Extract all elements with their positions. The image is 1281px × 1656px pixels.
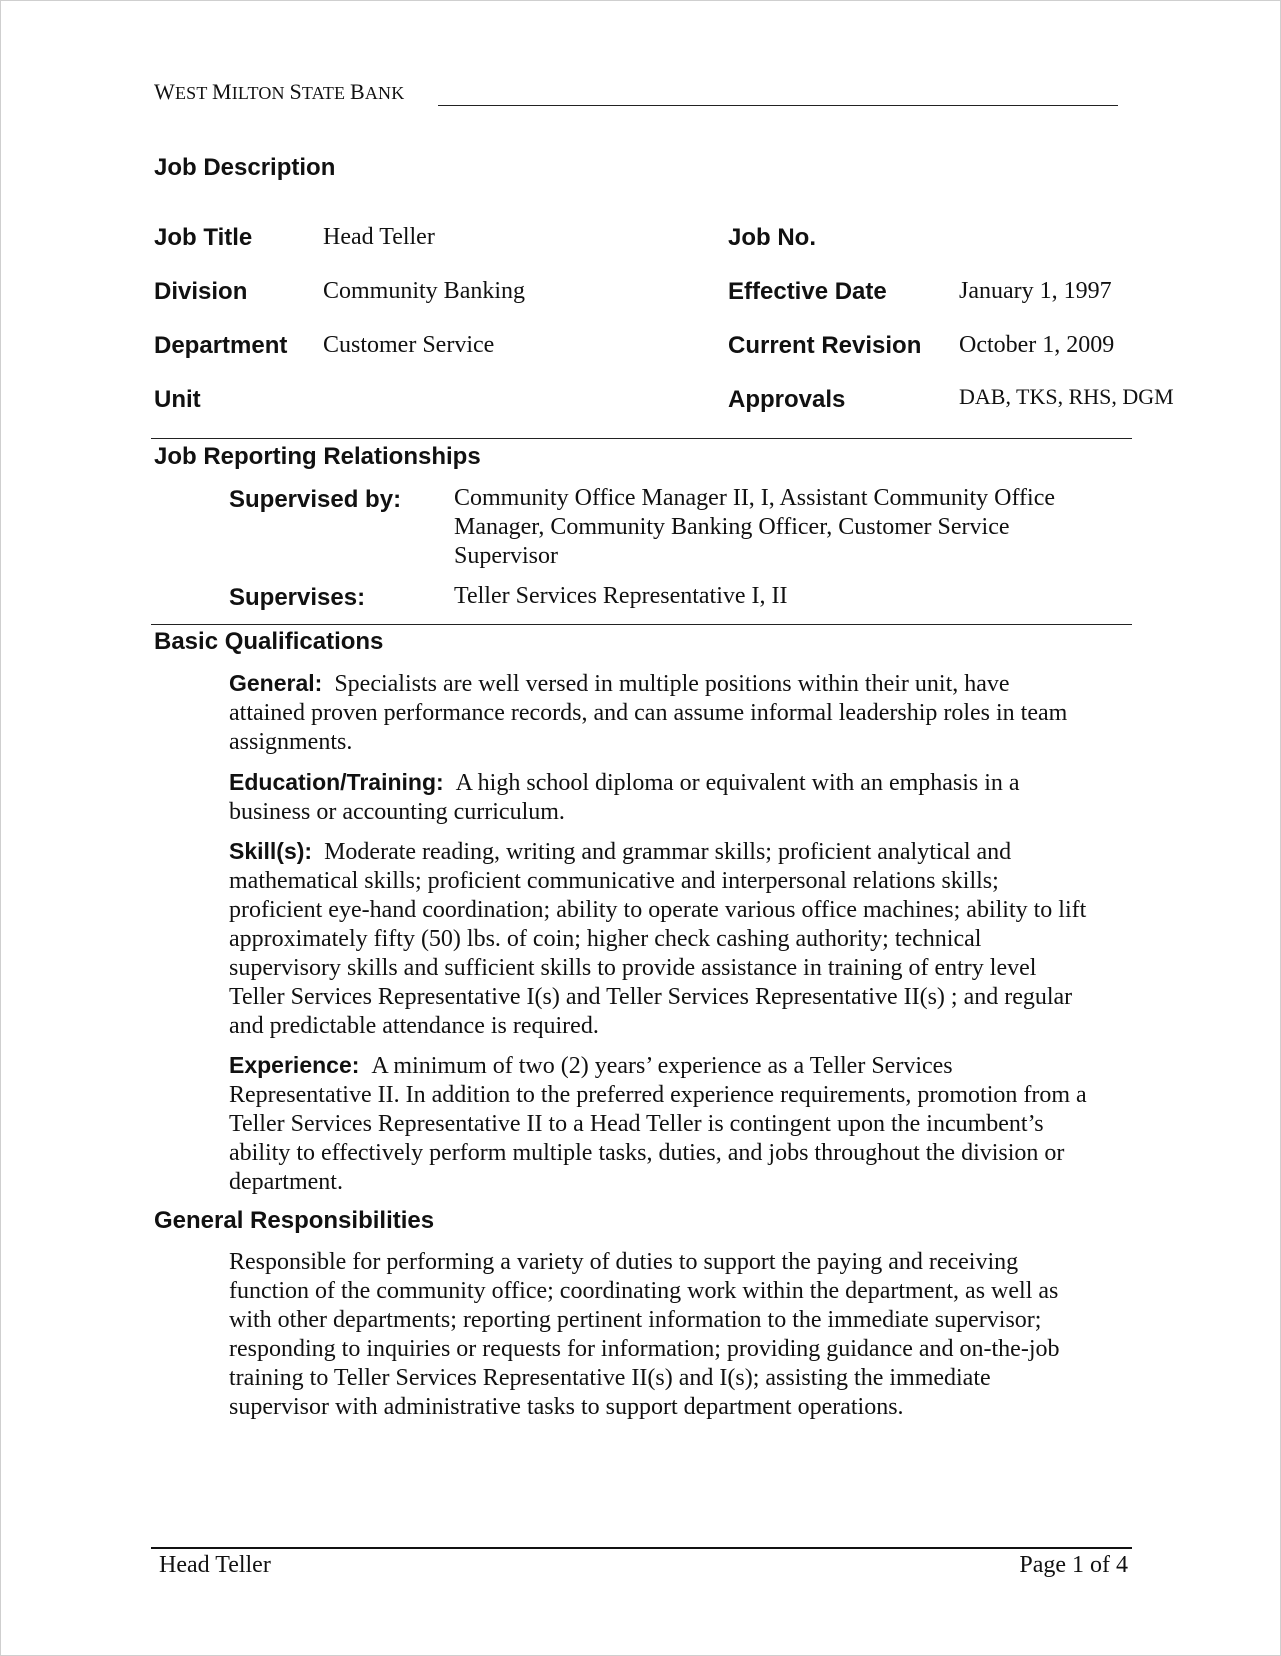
experience-line: ability to effectively perform multiple tasks, duties, and jobs throughout the division or	[229, 1140, 1065, 1166]
skills-label: Skill(s):	[229, 838, 313, 864]
unit-label: Unit	[154, 386, 201, 413]
experience-text: A minimum of two (2) years’ experience as a Teller Services	[371, 1053, 953, 1079]
skills-line	[229, 837, 1086, 867]
job-title-label: Job Title	[154, 224, 253, 251]
skills-line: Teller Services Representative I(s) and Teller Services Representative II(s) ; and regular	[229, 984, 1073, 1010]
section-divider-2	[151, 624, 1132, 625]
skills-line: proficient eye-hand coordination; ability to operate various office machines; ability to lift	[229, 897, 1087, 923]
responsibilities-paragraph	[229, 1248, 1059, 1422]
job-title-value: Head Teller	[323, 224, 435, 250]
education-line: business or accounting curriculum.	[229, 799, 565, 825]
responsibilities-line: Responsible for performing a variety of duties to support the paying and receiving	[229, 1249, 1019, 1275]
general-line: assignments.	[229, 729, 353, 755]
education-paragraph	[229, 768, 1020, 827]
experience-line: department.	[229, 1169, 343, 1195]
supervises-value: Teller Services Representative I, II	[454, 583, 788, 609]
skills-line: mathematical skills; proficient communicative and interpersonal relations skills;	[229, 868, 999, 894]
responsibilities-line: supervisor with administrative tasks to support department operations.	[229, 1394, 904, 1420]
letterhead-s: S	[289, 79, 302, 104]
responsibilities-line: responding to inquiries or requests for information; providing guidance and on-the-job	[229, 1336, 1060, 1362]
letterhead-ilton: ILTON	[231, 83, 290, 103]
experience-line	[229, 1051, 1087, 1081]
letterhead-w: W	[154, 79, 175, 104]
supervised-by-line: Manager, Community Banking Officer, Customer Service	[454, 514, 1010, 540]
supervised-by-label: Supervised by:	[229, 486, 402, 513]
supervised-by-line: Supervisor	[454, 543, 558, 569]
supervised-by-line: Community Office Manager II, I, Assistant Community Office	[454, 485, 1056, 511]
supervised-by-value	[454, 484, 1055, 571]
qualifications-heading: Basic Qualifications	[154, 628, 384, 655]
current-revision-value: October 1, 2009	[959, 332, 1115, 358]
letterhead	[154, 79, 404, 105]
responsibilities-line: function of the community office; coordinating work within the department, as well as	[229, 1278, 1059, 1304]
experience-line: Teller Services Representative II to a Head Teller is contingent upon the incumbent’s	[229, 1111, 1044, 1137]
current-revision-label: Current Revision	[728, 332, 922, 359]
division-value: Community Banking	[323, 278, 526, 304]
education-label: Education/Training:	[229, 769, 444, 795]
approvals-value: DAB, TKS, RHS, DGM	[959, 384, 1174, 409]
experience-line: Representative II. In addition to the preferred experience requirements, promotion from a	[229, 1082, 1087, 1108]
responsibilities-heading: General Responsibilities	[154, 1207, 435, 1234]
skills-text: Moderate reading, writing and grammar skills; proficient analytical and	[324, 839, 1012, 865]
general-label: General:	[229, 670, 323, 696]
letterhead-tate: TATE	[301, 83, 350, 103]
footer-page-number: Page 1 of 4	[1019, 1552, 1128, 1578]
supervises-label: Supervises:	[229, 584, 366, 611]
job-no-label: Job No.	[728, 224, 816, 251]
experience-label: Experience:	[229, 1052, 360, 1078]
experience-paragraph	[229, 1051, 1087, 1197]
letterhead-underline	[438, 105, 1118, 106]
general-line: attained proven performance records, and can assume informal leadership roles in team	[229, 700, 1068, 726]
letterhead-ank: ANK	[364, 83, 405, 103]
general-line	[229, 669, 1067, 699]
skills-line: approximately fifty (50) lbs. of coin; higher check cashing authority; technical	[229, 926, 982, 952]
department-value: Customer Service	[323, 332, 495, 358]
approvals-label: Approvals	[728, 386, 846, 413]
responsibilities-line: training to Teller Services Representative II(s) and I(s); assisting the immediate	[229, 1365, 991, 1391]
footer-divider	[151, 1547, 1132, 1549]
footer-left: Head Teller	[159, 1552, 271, 1578]
responsibilities-line: with other departments; reporting pertinent information to the immediate supervisor;	[229, 1307, 1042, 1333]
skills-line: and predictable attendance is required.	[229, 1013, 599, 1039]
general-text: Specialists are well versed in multiple positions within their unit, have	[334, 671, 1010, 697]
letterhead-est: EST	[174, 83, 212, 103]
reporting-heading: Job Reporting Relationships	[154, 443, 481, 470]
document-title: Job Description	[154, 154, 336, 181]
letterhead-m: M	[211, 79, 232, 104]
education-line	[229, 768, 1020, 798]
division-label: Division	[154, 278, 248, 305]
effective-date-value: January 1, 1997	[959, 278, 1112, 304]
skills-paragraph	[229, 837, 1086, 1041]
section-divider-1	[151, 438, 1132, 439]
education-text: A high school diploma or equivalent with an emphasis in a	[455, 770, 1020, 796]
general-paragraph	[229, 669, 1067, 757]
effective-date-label: Effective Date	[728, 278, 887, 305]
department-label: Department	[154, 332, 288, 359]
letterhead-b: B	[349, 79, 365, 104]
skills-line: supervisory skills and sufficient skills to provide assistance in training of entry level	[229, 955, 1037, 981]
